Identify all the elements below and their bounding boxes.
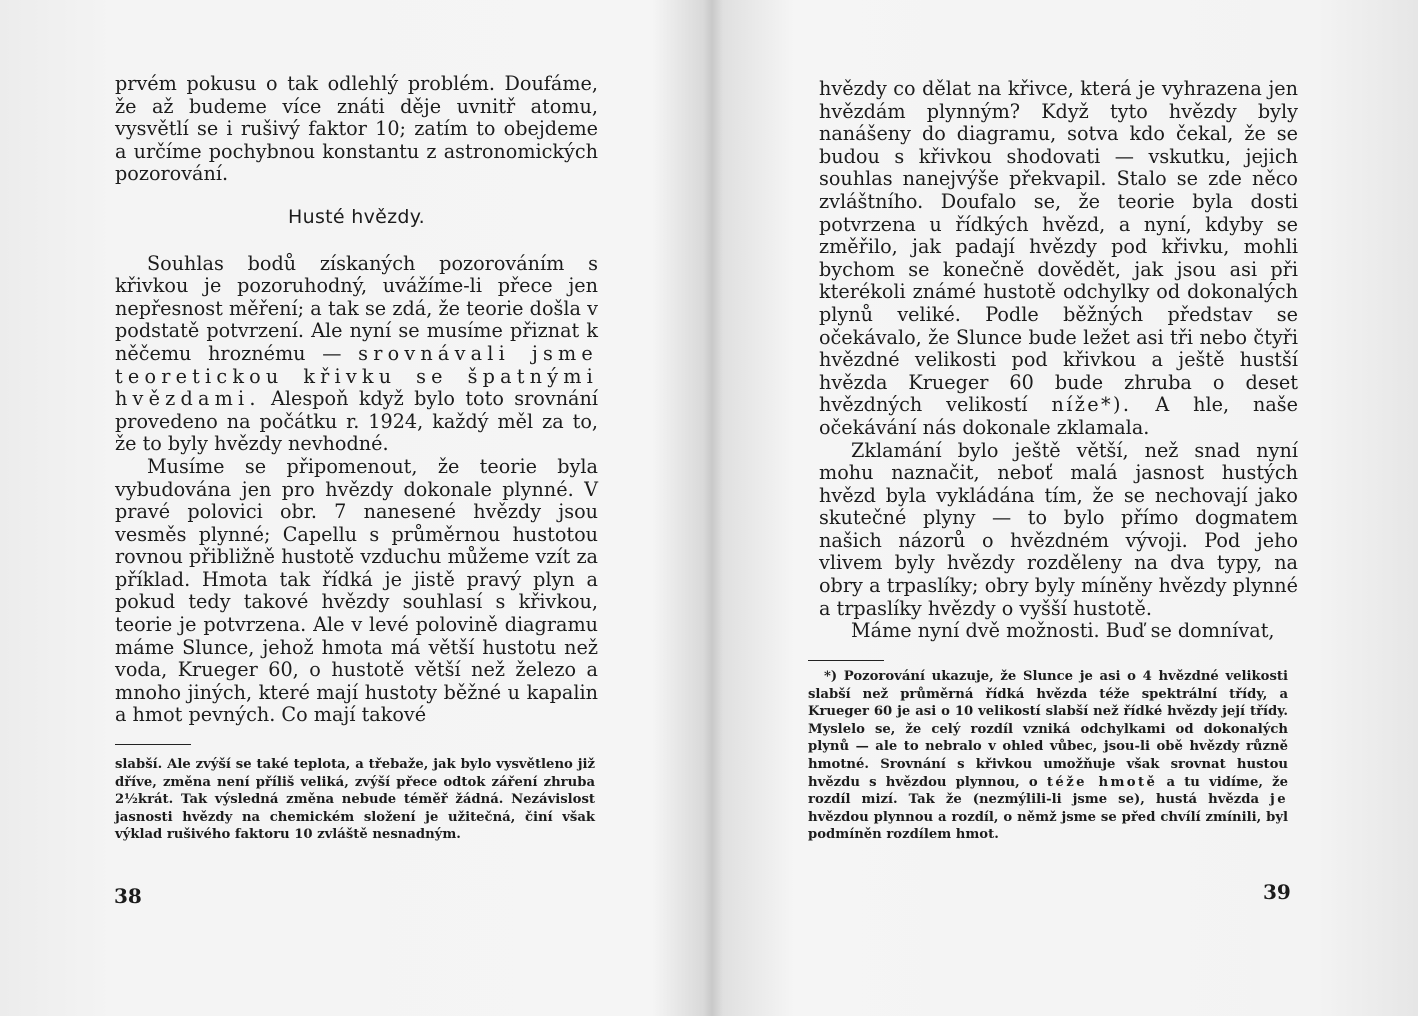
section-heading: Husté hvězdy.	[288, 205, 425, 228]
right-footnote-text	[808, 668, 1288, 844]
left-body-text	[115, 73, 598, 727]
right-paragraph-2: Zklamání bylo ještě větší, než snad nyní mohu naznačit, neboť malá jasnost hustých hvězd byla vykládána tím, že se nechovají jako skutečné plyny — to bylo přímo dogmatem našich názorů o hvězdném vývoji. Pod jeho vlivem byly hvězdy rozděleny na dva typy, na obry a trpaslíky; obry byly míněny hvězdy plynné a trpaslíky hvězdy o vyšší hustotě.	[819, 438, 1298, 620]
right-body-text	[819, 78, 1298, 643]
right-paragraph-1-start: hvězdy co dělat na křivce, která je vyhrazena jen hvězdám plynným? Když tyto hvězdy byly nanášeny do diagramu, sotva kdo čekal, že se budou s křivkou shodovati — vskutku, jejich souhlas nanejvýše překvapil. Stalo se zde něco zvláštního. Doufalo se, že teorie byla dosti potvrzena u řídkých hvězd, a nyní, kdyby se změřilo, jak padají hvězdy pod křivku, mohli bychom se konečně dovědět, jak jsou asi při kterékoli známé hustotě odchylky od dokonalých plynů veliké. Podle běžných představ se očekávalo, že Slunce bude ležet asi tři nebo čtyři hvězdné velikosti pod křivkou a ještě hustší hvězda Krueger 60 bude zhruba o deset hvězdných velikostí	[819, 77, 1298, 417]
footnote-spaced-1: téže hmotě	[1046, 774, 1158, 790]
footnote-reference: níže*).	[1051, 393, 1132, 417]
right-page	[709, 0, 1418, 1016]
left-footnote	[115, 756, 595, 844]
footnote-spaced-2: je	[1270, 792, 1288, 808]
footnote-divider	[115, 744, 191, 745]
right-footnote	[808, 668, 1288, 844]
left-footnote-text: slabší. Ale zvýší se také teplota, a třebaže, jak bylo vysvětleno již dříve, změna není příliš veliká, zvýší přece odtok záření zhruba 2½krát. Tak výsledná změna nebude téměř žádná. Nezávislost jasnosti hvězdy na chemickém složení je užitečná, činí však výklad rušivého faktoru 10 zvláště nesnadným.	[115, 757, 595, 843]
left-paragraph-1: prvém pokusu o tak odlehlý problém. Doufáme, že až budeme více znáti děje uvnitř atomu, vysvětlí se i rušivý faktor 10; zatím to obejdeme a určíme pochybnou konstantu z astronomických pozorování.	[115, 72, 598, 186]
emphasized-spaced-text: srovnávali jsme teoretickou křivku se špatnými hvězdami.	[115, 341, 598, 411]
right-paragraph-1	[819, 78, 1298, 440]
left-paragraph-2-start: Souhlas bodů získaných pozorováním s křivkou je pozoruhodný, uvážíme-li přece jen nepřesnost měření; a tak se zdá, že teorie došla v podstatě potvrzení. Ale nyní se musíme přiznat k něčemu hroznému —	[115, 251, 598, 365]
right-footnote-part-2: a tu vidíme, že rozdíl mizí. Tak že (nezmýlili-li jsme se), hustá hvězda	[808, 774, 1288, 808]
page-number-left: 38	[114, 884, 142, 908]
left-paragraph-2-end: Alespoň když bylo toto srovnání provedeno na počátku r. 1924, každý měl za to, že to byly hvězdy nevhodné.	[115, 387, 598, 456]
footnote-divider	[808, 660, 884, 661]
right-paragraph-1-end: A hle, naše očekávání nás dokonale zklamala.	[819, 393, 1298, 439]
left-paragraph-3: Musíme se připomenout, že teorie byla vybudována jen pro hvězdy dokonale plynné. V pravé polovici obr. 7 nanesené hvězdy jsou vesměs plynné; Capellu s průměrnou hustotou rovnou přibližně hustotě vzduchu můžeme vzít za příklad. Hmota tak řídká je jistě pravý plyn a pokud tedy takové hvězdy souhlasí s křivkou, teorie je potvrzena. Ale v levé polovině diagramu máme Slunce, jehož hmota má větší hustotu než voda, Krueger 60, o hustotě větší než železo a mnoho jiných, které mají hustoty běžné u kapalin a hmot pevných. Co mají takové	[115, 454, 598, 727]
right-footnote-part-1: *) Pozorování ukazuje, že Slunce je asi o 4 hvězdné velikosti slabší než průměrná řídká hvězda téže spektrální třídy, a Krueger 60 je asi o 10 velikostí slabší než řídké hvězdy její třídy. Myslelo se, že celý rozdíl vzniká odchylkami od dokonalých plynů — ale to nebralo v ohled vůbec, jsou-li obě hvězdy různě hmotné. Srovnání s křivkou umožňuje však srovnat hustou hvězdu s hvězdou plynnou, o	[808, 669, 1288, 790]
right-footnote-part-3: hvězdou plynnou a rozdíl, o němž jsme se před chvílí zmínili, byl podmíněn rozdílem hmot.	[808, 809, 1288, 843]
right-paragraph-3: Máme nyní dvě možnosti. Buď se domnívat,	[851, 619, 1275, 643]
left-paragraph-2	[115, 253, 598, 456]
page-number-right: 39	[1263, 880, 1291, 904]
